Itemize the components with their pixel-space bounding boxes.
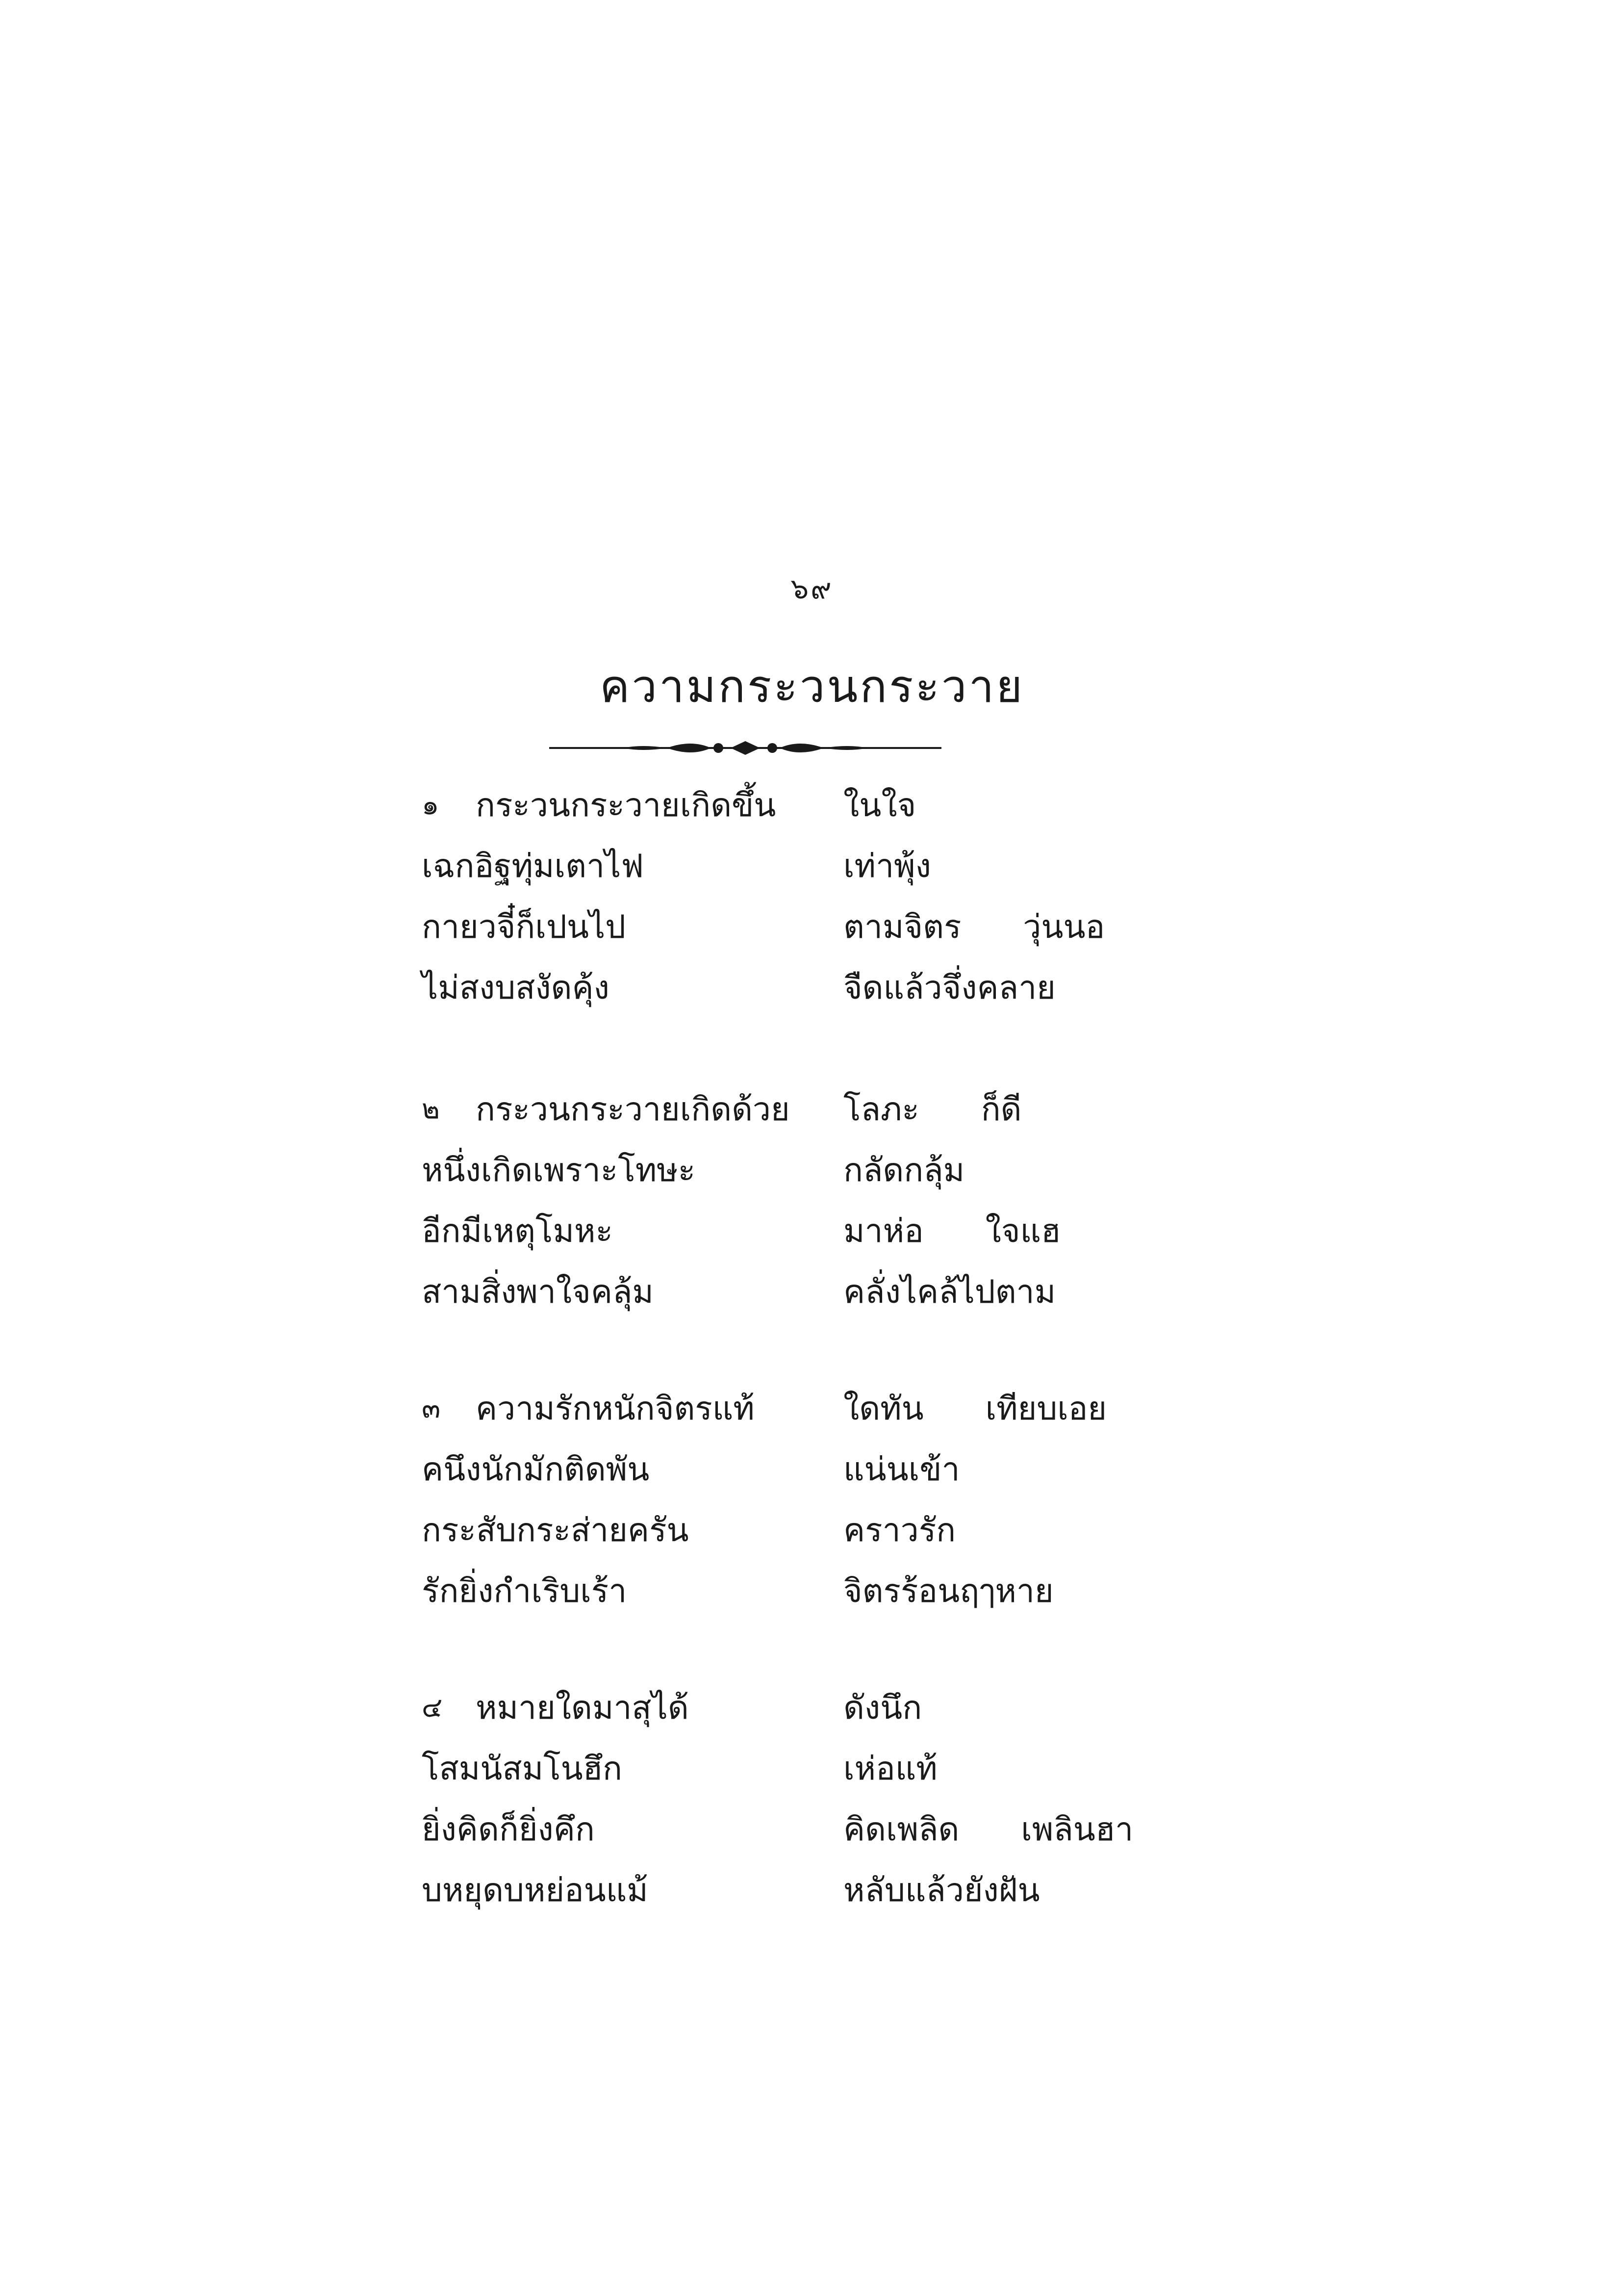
line-first-half: ไม่สงบสงัดคุ้ง [422, 969, 609, 1006]
line-second-half: คราวรัก [843, 1511, 956, 1549]
stanza-number: ๒ [422, 1093, 440, 1125]
stanza-3 [422, 1378, 1157, 1622]
stanza-line [422, 897, 1157, 957]
stanza-line [422, 1738, 1157, 1799]
line-first-half: หนึ่งเกิดเพราะโทษะ [422, 1151, 696, 1189]
line-second-half: ตามจิตร วุ่นนอ [843, 908, 1105, 946]
line-second-half: โลภะ ก็ดี [843, 1090, 1022, 1128]
title-ornament-divider [549, 733, 941, 763]
line-first-half: โสมนัสมโนฮึก [422, 1750, 622, 1787]
line-second-half: ใดทัน เทียบเอย [843, 1390, 1107, 1427]
stanza-line [422, 957, 1157, 1018]
stanza-line [422, 836, 1157, 897]
line-first-half: บหยุดบหย่อนแม้ [422, 1871, 648, 1909]
line-second-half: คิดเพลิด เพลินฮา [843, 1810, 1134, 1848]
stanza-1 [422, 775, 1157, 1018]
stanza-number: ๔ [422, 1692, 443, 1724]
stanza-line [422, 1079, 1157, 1140]
stanza-line [422, 1799, 1157, 1860]
page-number: ๖๙ [790, 572, 834, 605]
line-second-half: จืดแล้วจึ่งคลาย [843, 969, 1056, 1006]
stanza-number: ๑ [422, 789, 439, 821]
stanza-4 [422, 1677, 1157, 1921]
stanza-line [422, 1439, 1157, 1500]
line-second-half: ในใจ [843, 786, 916, 824]
line-first-half: ความรักหนักจิตรแท้ [476, 1390, 755, 1427]
stanza-line [422, 1262, 1157, 1322]
poem-title: ความกระวนกระวาย [599, 660, 1025, 713]
line-first-half: กระสับกระส่ายครัน [422, 1511, 689, 1549]
stanza-number: ๓ [422, 1392, 441, 1424]
line-first-half: ยิ่งคิดก็ยิ่งคึก [422, 1810, 595, 1848]
line-second-half: คลั่งไคล้ไปตาม [843, 1273, 1056, 1311]
line-second-half: แน่นเข้า [843, 1450, 960, 1488]
stanza-line [422, 1860, 1157, 1921]
line-second-half: มาห่อ ใจแฮ [843, 1212, 1061, 1250]
line-first-half: อีกมีเหตุโมหะ [422, 1212, 613, 1250]
line-first-half: กายวจี๋ก็เปนไป [422, 908, 626, 946]
stanza-line [422, 1378, 1157, 1439]
stanza-2 [422, 1079, 1157, 1322]
line-first-half: เฉกอิฐทุ่มเตาไฟ [422, 847, 644, 885]
stanza-line [422, 1561, 1157, 1622]
line-first-half: รักยิ่งกำเริบเร้า [422, 1572, 627, 1610]
stanza-line [422, 1201, 1157, 1262]
line-second-half: เท่าพุ้ง [843, 847, 931, 885]
line-second-half: กลัดกลุ้ม [843, 1151, 965, 1189]
stanza-line [422, 1140, 1157, 1201]
line-first-half: สามสิ่งพาใจคลุ้ม [422, 1273, 654, 1311]
line-second-half: ดังนึก [843, 1689, 922, 1727]
stanza-line [422, 775, 1157, 836]
line-second-half: จิตรร้อนฤๅหาย [843, 1572, 1054, 1610]
stanza-line [422, 1500, 1157, 1561]
line-first-half: คนึงนักมักติดพัน [422, 1450, 650, 1488]
line-second-half: หลับแล้วยังฝัน [843, 1871, 1040, 1909]
line-first-half: กระวนกระวายเกิดขึ้น [476, 786, 776, 824]
line-second-half: เห่อแท้ [843, 1750, 938, 1787]
stanza-line [422, 1677, 1157, 1738]
line-first-half: หมายใดมาสุได้ [476, 1689, 689, 1727]
line-first-half: กระวนกระวายเกิดด้วย [476, 1090, 790, 1128]
